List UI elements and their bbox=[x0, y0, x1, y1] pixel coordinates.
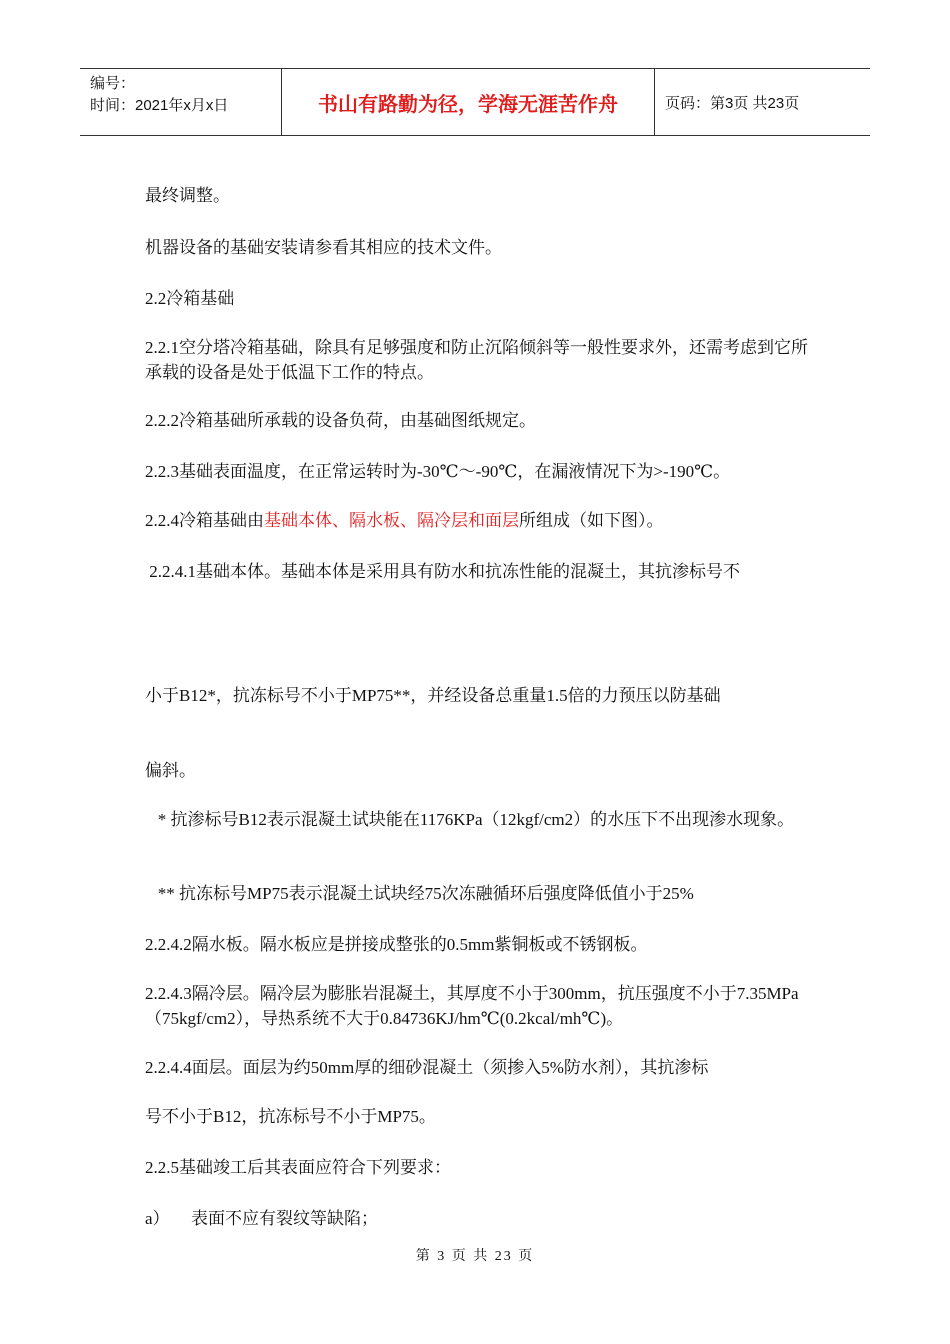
header-number-label: 编号： bbox=[90, 75, 136, 92]
paragraph: 2.2.4.3隔冷层。隔冷层为膨胀岩混凝土，其厚度不小于300mm，抗压强度不小于7.35MPa（75kgf/cm2），导热系统不大于0.84736KJ/hm℃(0.2kcal/mh℃)。 bbox=[145, 984, 799, 1028]
footnote: ** 抗冻标号MP75表示混凝土试块经75次冻融循环后强度降低值小于25% bbox=[145, 884, 694, 903]
paragraph-text: 2.2.4冷箱基础由 bbox=[145, 511, 264, 530]
highlighted-text: 基础本体、隔水板、隔冷层和面层 bbox=[264, 511, 519, 530]
header-time-label: 时间：2021年x月x日 bbox=[90, 97, 229, 114]
paragraph: 2.2.5基础竣工后其表面应符合下列要求： bbox=[145, 1158, 451, 1177]
paragraph: 2.2.4.2隔水板。隔水板应是拼接成整张的0.5mm紫铜板或不锈钢板。 bbox=[145, 935, 648, 954]
paragraph: 偏斜。 bbox=[145, 761, 196, 780]
list-marker: a） bbox=[145, 1209, 170, 1228]
page-footer: 第 3 页 共 23 页 bbox=[415, 1249, 535, 1264]
paragraph bbox=[145, 508, 815, 533]
paragraph: 2.2.3基础表面温度，在正常运转时为-30℃～-90℃，在漏液情况下为>-190℃。 bbox=[145, 462, 731, 481]
page-header bbox=[80, 68, 870, 136]
list-item-text: 表面不应有裂纹等缺陷； bbox=[191, 1209, 378, 1228]
paragraph: 2.2.4.4面层。面层为约50mm厚的细砂混凝土（须掺入5%防水剂），其抗渗标 bbox=[145, 1058, 709, 1077]
paragraph: 小于B12*，抗冻标号不小于MP75**，并经设备总重量1.5倍的力预压以防基础 bbox=[145, 686, 721, 705]
paragraph-text: 所组成（如下图）。 bbox=[519, 511, 664, 530]
footnote: * 抗渗标号B12表示混凝土试块能在1176KPa（12kgf/cm2）的水压下不出现渗水现象。 bbox=[145, 810, 795, 829]
paragraph: 2.2.4.1基础本体。基础本体是采用具有防水和抗冻性能的混凝土，其抗渗标号不 bbox=[145, 562, 740, 581]
paragraph: 2.2.1空分塔冷箱基础，除具有足够强度和防止沉陷倾斜等一般性要求外，还需考虑到它所承载的设备是处于低温下工作的特点。 bbox=[145, 338, 808, 382]
list-item bbox=[145, 1206, 815, 1231]
section-heading: 2.2冷箱基础 bbox=[145, 289, 235, 308]
paragraph: 最终调整。 bbox=[145, 186, 230, 205]
paragraph: 机器设备的基础安装请参看其相应的技术文件。 bbox=[145, 238, 502, 257]
header-page-info: 页码：第3页 共23页 bbox=[665, 94, 800, 112]
paragraph: 号不小于B12，抗冻标号不小于MP75。 bbox=[145, 1107, 436, 1126]
paragraph: 2.2.2冷箱基础所承载的设备负荷，由基础图纸规定。 bbox=[145, 411, 536, 430]
header-motto: 书山有路勤为径，学海无涯苦作舟 bbox=[282, 69, 655, 135]
header-meta-cell bbox=[80, 69, 282, 135]
